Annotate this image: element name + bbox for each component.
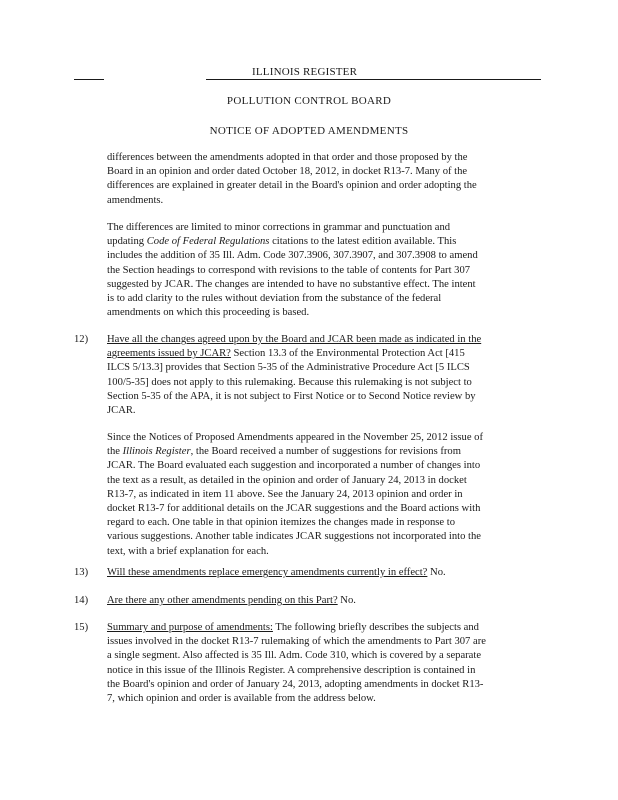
agency-title: POLLUTION CONTROL BOARD — [226, 95, 392, 107]
text-line: the Section headings to correspond with revisions to the table of contents for Part 307 — [107, 264, 471, 276]
text-line: suggested by JCAR. The changes are intended to have no substantive effect. The intent — [107, 278, 476, 290]
text-line: a single segment. Also affected is 35 Ill. Adm. Code 310, which is covered by a separate — [107, 650, 482, 662]
item-13-question: Will these amendments replace emergency amendments currently in effect? — [107, 567, 428, 578]
item-12-question: Have all the changes agreed upon by the Board and JCAR been made as indicated in the — [107, 334, 482, 345]
text-line: differences between the amendments adopted in that order and those proposed by the — [107, 152, 468, 163]
header-rule-mid — [206, 79, 246, 80]
text-line: the text as a result, as detailed in the opinion and order of January 24, 2013 in docket — [107, 474, 467, 486]
text-line — [107, 235, 539, 249]
differences-paragraph — [107, 221, 539, 320]
text-run: Section 13.3 of the Environmental Protection Act [415 — [230, 348, 465, 360]
text-line — [107, 445, 539, 459]
item-15-paragraph — [107, 621, 539, 706]
item-12-paragraph — [107, 333, 539, 418]
item-14-number: 14) — [74, 595, 89, 606]
text-line: 100/5-35] does not apply to this rulemaking. Because this rulemaking is not subject to — [107, 376, 472, 388]
text-line: Board in an opinion and order dated October 18, 2012, in docket R13-7. Many of the — [107, 166, 468, 178]
text-line: JCAR. — [107, 405, 136, 417]
item-13-paragraph — [107, 566, 539, 580]
cfr-italic: Code of Federal Regulations — [146, 236, 270, 248]
text-line: JCAR. The Board evaluated each suggestion and incorporated a number of changes into — [107, 460, 481, 472]
text-line: differences are explained in greater detail in the Board's opinion and order adopting the — [107, 180, 477, 192]
item-15-number: 15) — [74, 622, 89, 633]
item-14-paragraph — [107, 594, 539, 608]
text-line: 7, which opinion and order is available from the address below. — [107, 693, 376, 705]
text-line: is to add clarity to the rules without deviation from the substance of the federal — [107, 293, 442, 305]
text-line: various suggestions. Another table indicates JCAR suggestions not incorporated into the — [107, 531, 481, 543]
intro-paragraph — [107, 151, 539, 208]
text-line: R13-7, as indicated in item 11 above. See the January 24, 2013 opinion and order in — [107, 488, 463, 500]
item-13-number: 13) — [74, 567, 89, 578]
text-run: citations to the latest edition available. This — [269, 236, 457, 248]
text-line: notice in this issue of the Illinois Register. A comprehensive description is contained in — [107, 664, 476, 676]
register-title: ILLINOIS REGISTER — [252, 66, 358, 78]
notice-title: NOTICE OF ADOPTED AMENDMENTS — [209, 125, 409, 137]
text-line: ILCS 5/13.3] provides that Section 5-35 of the Administrative Procedure Act [5 ILCS — [107, 362, 470, 374]
text-line: Section 5-35 of the APA, it is not subject to First Notice or to Second Notice review by — [107, 390, 476, 402]
item-13-answer: No. — [427, 567, 446, 578]
text-line: Since the Notices of Proposed Amendments appeared in the November 25, 2012 issue of — [107, 432, 483, 443]
text-line: issues involved in the docket R13-7 rulemaking of which the amendments to Part 307 are — [107, 636, 486, 648]
text-run: updating — [107, 236, 147, 248]
header-rule-right — [246, 79, 541, 80]
item-14-question: Are there any other amendments pending on this Part? — [107, 595, 338, 606]
text-line — [107, 594, 539, 608]
text-run: the — [107, 446, 123, 458]
text-line: text, with a brief explanation for each. — [107, 545, 269, 557]
text-line — [107, 621, 539, 635]
text-line: docket R13-7 for additional details on the JCAR suggestions and the Board actions with — [107, 503, 481, 515]
text-line — [107, 347, 539, 361]
item-12-question-end: agreements issued by JCAR? — [107, 348, 231, 360]
text-line: amendments. — [107, 194, 164, 206]
text-line: regard to each. One table in that opinion itemizes the changes made in response to — [107, 517, 456, 529]
text-line: amendments on which this proceeding is based. — [107, 307, 310, 319]
register-italic: Illinois Register — [122, 446, 191, 458]
text-line: The differences are limited to minor corrections in grammar and punctuation and — [107, 222, 451, 233]
item-14-answer: No. — [337, 595, 356, 606]
header-rule-left — [74, 79, 104, 80]
item-12-paragraph-2 — [107, 431, 539, 559]
item-12-number: 12) — [74, 334, 89, 345]
item-15-heading: Summary and purpose of amendments: — [107, 622, 273, 633]
text-line: the Board's opinion and order of January 24, 2013, adopting amendments in docket R13- — [107, 678, 484, 690]
text-line: includes the addition of 35 Ill. Adm. Code 307.3906, 307.3907, and 307.3908 to amend — [107, 250, 478, 262]
text-run: , the Board received a number of suggestions for revisions from — [190, 446, 461, 458]
text-line — [107, 566, 539, 580]
text-run: The following briefly describes the subjects and — [272, 622, 479, 633]
